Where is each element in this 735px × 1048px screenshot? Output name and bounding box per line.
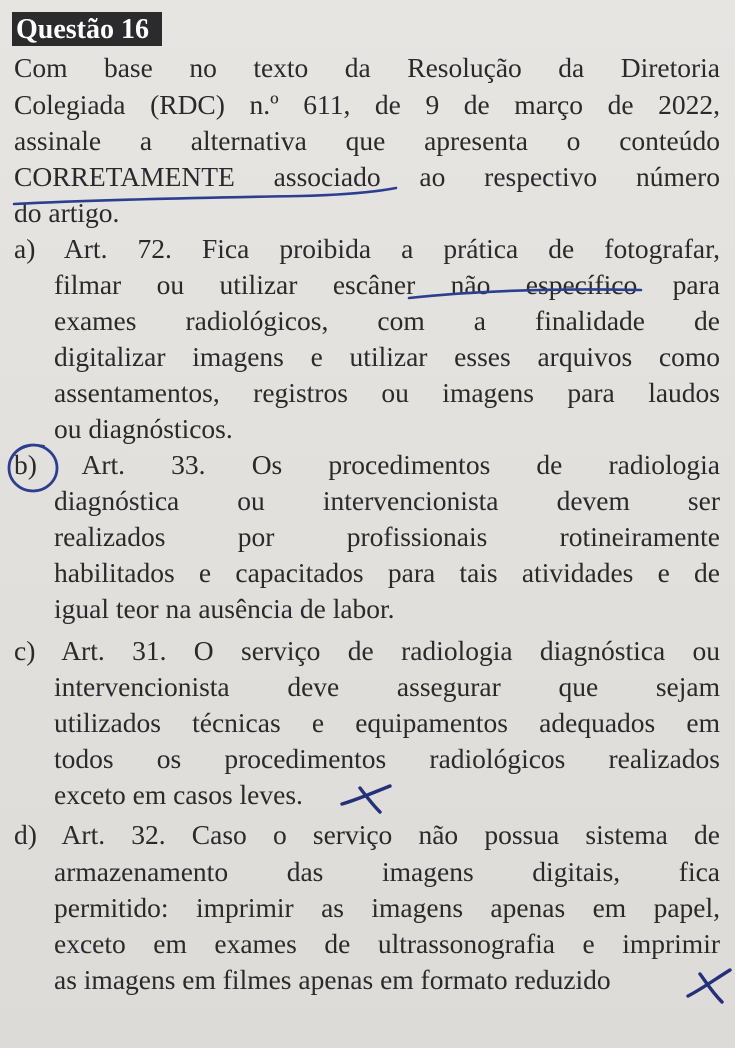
option-d-line: d) Art. 32. Caso o serviço não possua sistema de	[14, 819, 720, 850]
stem-line: assinale a alternativa que apresenta o conteúdo	[14, 125, 720, 156]
option-b-line: diagnóstica ou intervencionista devem ser	[54, 485, 720, 516]
option-c-line: todos os procedimentos radiológicos realizados	[54, 743, 720, 774]
option-c-line: utilizados técnicas e equipamentos adequados em	[54, 707, 720, 738]
option-b-line: igual teor na ausência de labor.	[54, 593, 395, 624]
option-d-line: exceto em exames de ultrassonografia e imprimir	[54, 928, 720, 959]
option-a-line: digitalizar imagens e utilizar esses arquivos como	[54, 341, 720, 372]
option-c-line: c) Art. 31. O serviço de radiologia diagnóstica ou	[14, 635, 720, 666]
option-a-line: ou diagnósticos.	[54, 413, 233, 444]
option-a-line: filmar ou utilizar escâner não específico para	[54, 269, 720, 300]
stem-line: Colegiada (RDC) n.º 611, de 9 de março de 2022,	[14, 89, 720, 120]
question-title: Questão 16	[16, 14, 149, 45]
stem-line: Com base no texto da Resolução da Diretoria	[14, 52, 720, 83]
option-d-line: armazenamento das imagens digitais, fica	[54, 856, 720, 887]
option-d-line: as imagens em filmes apenas em formato reduzido	[54, 964, 611, 995]
option-b-line: realizados por profissionais rotineiramente	[54, 521, 720, 552]
option-b-line: habilitados e capacitados para tais atividades e de	[54, 557, 720, 588]
option-a-line: assentamentos, registros ou imagens para laudos	[54, 377, 720, 408]
stem-line: CORRETAMENTE associado ao respectivo número	[14, 161, 720, 192]
stem-line: do artigo.	[14, 197, 120, 228]
option-c-line: intervencionista deve assegurar que sejam	[54, 671, 720, 702]
option-a-line: a) Art. 72. Fica proibida a prática de fotografar,	[14, 233, 720, 264]
option-d-line: permitido: imprimir as imagens apenas em papel,	[54, 892, 720, 923]
option-a-line: exames radiológicos, com a finalidade de	[54, 305, 720, 336]
option-c-line: exceto em casos leves.	[54, 779, 303, 810]
option-b-line: b) Art. 33. Os procedimentos de radiologia	[14, 449, 720, 480]
